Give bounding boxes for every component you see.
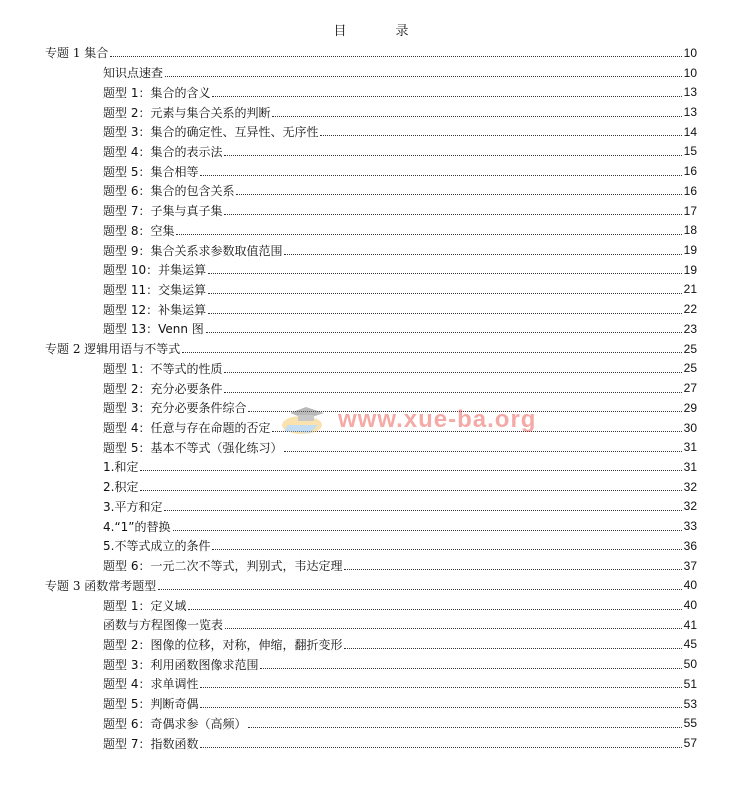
entry-label: 2.积定 bbox=[103, 480, 139, 495]
toc-entry[interactable] bbox=[103, 378, 697, 398]
entry-label: 题型 12：补集运算 bbox=[103, 302, 207, 317]
entry-label: 题型 7：指数函数 bbox=[103, 736, 199, 751]
toc-entry[interactable] bbox=[103, 280, 697, 300]
toc-entry[interactable] bbox=[103, 319, 697, 339]
toc-entry[interactable] bbox=[103, 615, 697, 635]
entry-label: 题型 6：奇偶求参（高频） bbox=[103, 716, 247, 731]
dot-leader bbox=[212, 96, 681, 97]
entry-label: 题型 3：充分必要条件综合 bbox=[103, 401, 247, 416]
watermark-text: www.xue-ba.org bbox=[338, 406, 537, 433]
entry-page-number: 13 bbox=[683, 105, 697, 119]
entry-label: 题型 2：充分必要条件 bbox=[103, 381, 223, 396]
toc-entry[interactable] bbox=[103, 674, 697, 694]
entry-page-number: 30 bbox=[683, 420, 697, 435]
entry-page-number: 57 bbox=[683, 736, 697, 751]
toc-topic-entry[interactable] bbox=[45, 339, 697, 359]
entry-label: 题型 5：基本不等式（强化练习） bbox=[103, 440, 283, 455]
dot-leader bbox=[236, 194, 681, 195]
entry-label: 题型 1：集合的含义 bbox=[103, 85, 211, 100]
entry-page-number: 40 bbox=[683, 578, 697, 593]
dot-leader bbox=[272, 116, 681, 117]
toc-topic-entry[interactable] bbox=[45, 575, 697, 595]
entry-label: 题型 11：交集运算 bbox=[103, 282, 207, 297]
entry-page-number: 55 bbox=[683, 716, 697, 731]
entry-label: 题型 3：利用函数图像求范围 bbox=[103, 657, 259, 672]
dot-leader bbox=[272, 431, 681, 432]
toc-topic-entry[interactable] bbox=[45, 43, 697, 63]
dot-leader bbox=[248, 727, 681, 728]
entry-label: 专题 2 逻辑用语与不等式 bbox=[45, 342, 181, 357]
entry-page-number: 53 bbox=[683, 696, 697, 711]
entry-page-number: 29 bbox=[683, 400, 697, 415]
dot-leader bbox=[212, 549, 681, 550]
entry-label: 题型 8：空集 bbox=[103, 223, 175, 238]
dot-leader bbox=[320, 135, 681, 136]
entry-page-number: 16 bbox=[683, 183, 697, 198]
dot-leader bbox=[176, 234, 681, 235]
toc-entry[interactable] bbox=[103, 181, 697, 201]
dot-leader bbox=[188, 609, 681, 610]
toc-entry[interactable] bbox=[103, 220, 697, 240]
entry-label: 题型 4：求单调性 bbox=[103, 677, 199, 692]
entry-page-number: 32 bbox=[683, 499, 697, 514]
toc-entry[interactable] bbox=[103, 477, 697, 497]
dot-leader bbox=[208, 313, 682, 314]
toc-entry[interactable] bbox=[103, 122, 697, 142]
toc-entry[interactable] bbox=[103, 142, 697, 162]
entry-label: 题型 5：判断奇偶 bbox=[103, 697, 199, 712]
toc-entry[interactable] bbox=[103, 437, 697, 457]
entry-page-number: 19 bbox=[683, 243, 697, 258]
entry-label: 题型 5：集合相等 bbox=[103, 164, 199, 179]
entry-label: 题型 13：Venn 图 bbox=[103, 322, 204, 337]
toc-entry[interactable] bbox=[103, 635, 697, 655]
entry-page-number: 14 bbox=[683, 124, 697, 139]
toc-entry[interactable] bbox=[103, 63, 697, 83]
entry-label: 题型 7：子集与真子集 bbox=[103, 204, 223, 219]
toc-entry[interactable] bbox=[103, 713, 697, 733]
dot-leader bbox=[224, 372, 681, 373]
dot-leader bbox=[224, 392, 681, 393]
toc-entry[interactable] bbox=[103, 299, 697, 319]
dot-leader bbox=[173, 530, 682, 531]
entry-label: 题型 9：集合关系求参数取值范围 bbox=[103, 243, 283, 258]
entry-page-number: 18 bbox=[683, 223, 697, 238]
entry-page-number: 13 bbox=[683, 85, 697, 100]
dot-leader bbox=[200, 747, 681, 748]
toc-entry[interactable] bbox=[103, 161, 697, 181]
dot-leader bbox=[260, 668, 681, 669]
toc-entry[interactable] bbox=[103, 457, 697, 477]
dot-leader bbox=[284, 451, 681, 452]
entry-page-number: 36 bbox=[683, 538, 697, 553]
toc-entry[interactable] bbox=[103, 240, 697, 260]
entry-label: 知识点速查 bbox=[103, 66, 164, 81]
dot-leader bbox=[284, 254, 681, 255]
entry-page-number: 16 bbox=[683, 164, 697, 179]
entry-page-number: 51 bbox=[683, 676, 697, 691]
toc-entry[interactable] bbox=[103, 516, 697, 536]
entry-label: 题型 4：任意与存在命题的否定 bbox=[103, 421, 271, 436]
toc-entry[interactable] bbox=[103, 694, 697, 714]
entry-label: 3.平方和定 bbox=[103, 499, 163, 514]
toc-title: 目 录 bbox=[333, 24, 427, 39]
dot-leader bbox=[164, 510, 681, 511]
entry-page-number: 10 bbox=[683, 45, 697, 60]
toc-entry[interactable] bbox=[103, 418, 697, 438]
toc-entry[interactable] bbox=[103, 654, 697, 674]
entry-page-number: 25 bbox=[683, 341, 697, 356]
toc-entry[interactable] bbox=[103, 260, 697, 280]
entry-label: 题型 3：集合的确定性、互异性、无序性 bbox=[103, 125, 319, 140]
entry-page-number: 33 bbox=[683, 519, 697, 534]
dot-leader bbox=[225, 628, 682, 629]
entry-label: 函数与方程图像一览表 bbox=[103, 618, 224, 633]
dot-leader bbox=[224, 155, 681, 156]
entry-page-number: 37 bbox=[683, 558, 697, 573]
toc-entry[interactable] bbox=[103, 497, 697, 517]
dot-leader bbox=[200, 707, 681, 708]
entry-page-number: 19 bbox=[683, 262, 697, 277]
entry-label: 题型 2：图像的位移，对称，伸缩，翻折变形 bbox=[103, 637, 343, 652]
entry-label: 题型 6：集合的包含关系 bbox=[103, 184, 235, 199]
entry-page-number: 21 bbox=[683, 282, 697, 297]
entry-label: 4.“1”的替换 bbox=[103, 519, 171, 534]
toc-entry[interactable] bbox=[103, 733, 697, 753]
entry-page-number: 41 bbox=[683, 617, 697, 632]
toc-entry[interactable] bbox=[103, 536, 697, 556]
entry-label: 题型 10：并集运算 bbox=[103, 263, 207, 278]
entry-page-number: 40 bbox=[683, 598, 697, 612]
entry-label: 题型 6：一元二次不等式，判别式，韦达定理 bbox=[103, 559, 343, 574]
entry-page-number: 27 bbox=[683, 381, 697, 396]
dot-leader bbox=[344, 648, 681, 649]
entry-label: 1.和定 bbox=[103, 460, 139, 475]
toc-entry[interactable] bbox=[103, 359, 697, 379]
dot-leader bbox=[200, 175, 681, 176]
dot-leader bbox=[140, 470, 681, 471]
entry-page-number: 17 bbox=[683, 203, 697, 218]
dot-leader bbox=[208, 273, 682, 274]
entry-page-number: 31 bbox=[683, 440, 697, 455]
dot-leader bbox=[158, 589, 681, 590]
entry-page-number: 31 bbox=[683, 459, 697, 474]
toc-entry[interactable] bbox=[103, 398, 697, 418]
entry-page-number: 32 bbox=[683, 479, 697, 494]
toc-entry[interactable] bbox=[103, 556, 697, 576]
dot-leader bbox=[248, 411, 681, 412]
entry-page-number: 10 bbox=[683, 65, 697, 80]
toc-entry[interactable] bbox=[103, 82, 697, 102]
dot-leader bbox=[344, 569, 681, 570]
entry-label: 题型 1：定义域 bbox=[103, 598, 187, 613]
dot-leader bbox=[200, 687, 681, 688]
entry-label: 题型 2：元素与集合关系的判断 bbox=[103, 105, 271, 120]
dot-leader bbox=[165, 76, 682, 77]
entry-page-number: 25 bbox=[683, 361, 697, 376]
entry-page-number: 22 bbox=[683, 302, 697, 317]
toc-entry[interactable] bbox=[103, 595, 697, 615]
entry-label: 题型 1：不等式的性质 bbox=[103, 361, 223, 376]
entry-page-number: 23 bbox=[683, 321, 697, 336]
toc-entry[interactable] bbox=[103, 201, 697, 221]
entry-label: 5.不等式成立的条件 bbox=[103, 539, 211, 554]
entry-label: 专题 3 函数常考题型 bbox=[45, 578, 157, 593]
entry-label: 专题 1 集合 bbox=[45, 46, 109, 61]
dot-leader bbox=[208, 293, 682, 294]
dot-leader bbox=[110, 56, 681, 57]
entry-page-number: 50 bbox=[683, 657, 697, 672]
entry-label: 题型 4：集合的表示法 bbox=[103, 144, 223, 159]
dot-leader bbox=[206, 332, 682, 333]
dot-leader bbox=[224, 214, 681, 215]
dot-leader bbox=[182, 352, 681, 353]
toc-entry[interactable] bbox=[103, 102, 697, 122]
entry-page-number: 45 bbox=[683, 637, 697, 652]
dot-leader bbox=[140, 490, 681, 491]
entry-page-number: 15 bbox=[683, 144, 697, 159]
